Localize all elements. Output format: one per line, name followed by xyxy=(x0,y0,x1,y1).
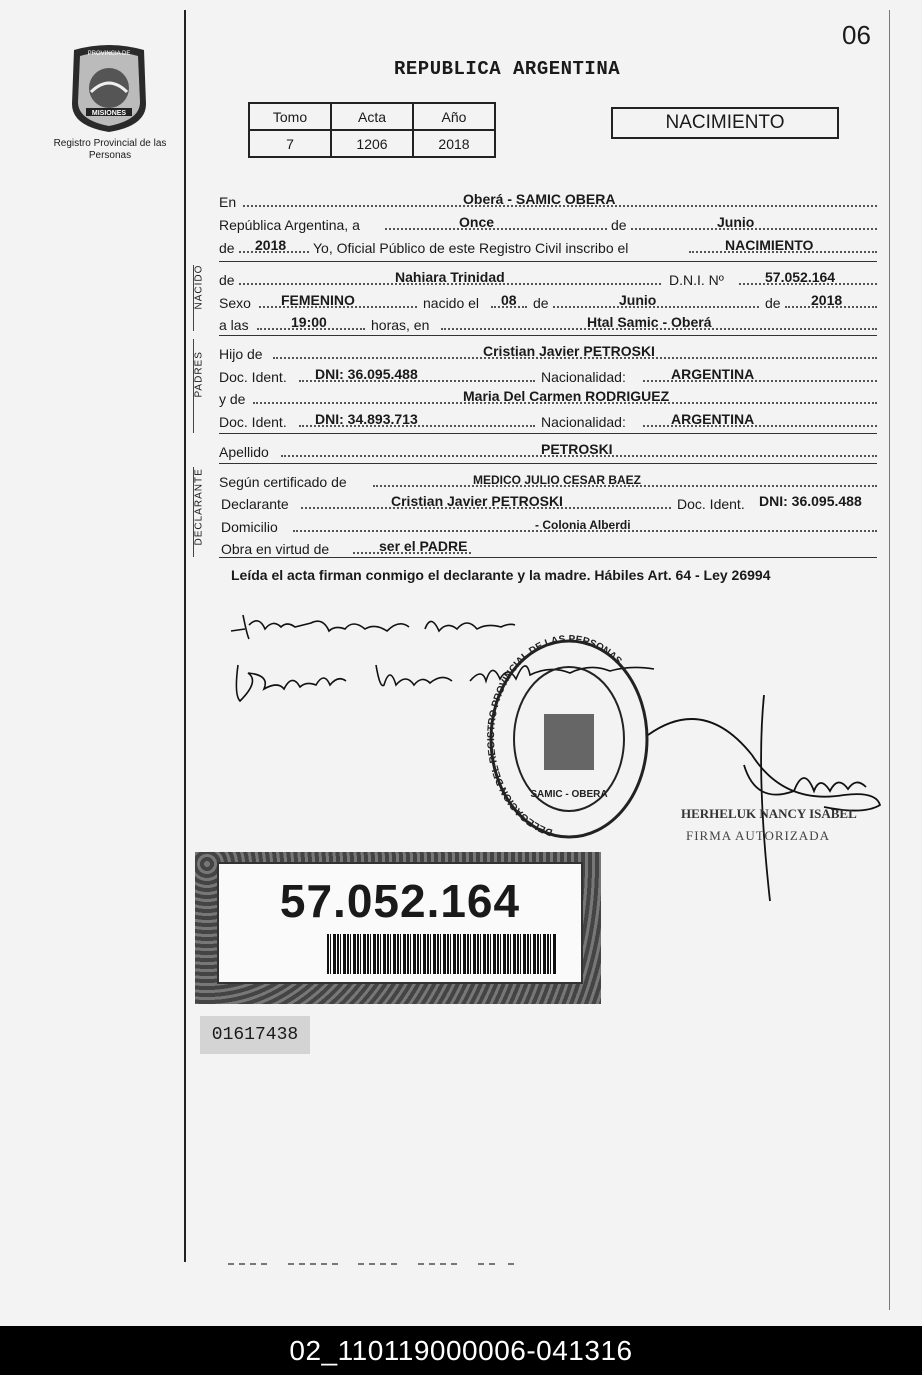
label-sexo: Sexo xyxy=(219,295,251,311)
barcode-icon xyxy=(327,934,557,974)
declarante-signature xyxy=(225,605,525,645)
value-declarante: Cristian Javier PETROSKI xyxy=(391,493,563,509)
seal-bottom-text: MISIONES xyxy=(91,110,127,117)
value-dia-nac: 08 xyxy=(501,292,517,308)
registry-name: Registro Provincial de las Personas xyxy=(53,138,167,161)
section-divider xyxy=(219,433,877,434)
label-obra: Obra en virtud de xyxy=(221,541,330,557)
value-domicilio: - Colonia Alberdi xyxy=(535,518,631,532)
value-dni: 57.052.164 xyxy=(765,269,836,285)
row-certificado xyxy=(219,468,877,490)
officer-signature xyxy=(644,695,884,905)
page-title: REPUBLICA ARGENTINA xyxy=(394,58,621,80)
row-declarante xyxy=(219,490,877,512)
officer-name: HERHELUK NANCY ISABEL xyxy=(681,806,857,821)
label-nacionalidad: Nacionalidad: xyxy=(541,414,626,430)
label-doc-ident: Doc. Ident. xyxy=(219,414,287,430)
value-dia-letra: Once xyxy=(459,214,495,230)
label-y-de: y de xyxy=(219,391,246,407)
anio-value: 2018 xyxy=(413,130,495,157)
label-horas-en: horas, en xyxy=(371,317,430,333)
officer-role: FIRMA AUTORIZADA xyxy=(686,828,830,843)
row-obra xyxy=(219,535,877,557)
stamp-inner-text: SAMIC - OBERA xyxy=(530,789,608,800)
left-margin-line xyxy=(184,10,186,1262)
label-de: de xyxy=(765,295,781,311)
label-doc-ident: Doc. Ident. xyxy=(219,369,287,385)
label-doc-ident: Doc. Ident. xyxy=(677,496,745,512)
anio-header: Año xyxy=(413,103,495,130)
section-divider xyxy=(219,557,877,558)
closing-statement: Leída el acta firman conmigo el declarante y la madre. Hábiles Art. 64 - Ley 26994 xyxy=(231,567,771,583)
value-certificado: MEDICO JULIO CESAR BAEZ xyxy=(473,473,642,487)
label-de: de xyxy=(611,217,627,233)
document-type-box: NACIMIENTO xyxy=(611,107,839,139)
label-segun: Según certificado de xyxy=(219,474,347,490)
stamp-outer-text: DELEGACION DEL REGISTRO PROVINCIAL DE LAS PERSONAS xyxy=(486,633,624,838)
value-madre: Maria Del Carmen RODRIGUEZ xyxy=(463,388,670,404)
nacido-section-label: NACIDO xyxy=(193,264,205,310)
value-apellido: PETROSKI xyxy=(541,441,613,457)
section-divider xyxy=(219,335,877,336)
value-lugar: Oberá - SAMIC OBERA xyxy=(463,191,616,207)
declarante-section-label: DECLARANTE xyxy=(193,468,205,546)
dni-label-number: 57.052.164 xyxy=(279,875,521,927)
tomo-header: Tomo xyxy=(249,103,331,130)
right-margin-line xyxy=(889,10,890,1310)
serial-number: 01617438 xyxy=(200,1016,310,1054)
row-fecha xyxy=(219,211,877,233)
official-stamp-icon xyxy=(484,632,654,847)
misiones-seal-icon xyxy=(66,44,152,134)
value-obra: ser el PADRE xyxy=(379,538,468,554)
dni-label-panel xyxy=(217,862,583,984)
label-hijo-de: Hijo de xyxy=(219,346,263,362)
value-hora: 19:00 xyxy=(291,314,327,330)
row-madre-doc xyxy=(219,408,877,430)
label-de: de xyxy=(219,240,235,256)
padres-section-label: PADRES xyxy=(193,351,205,398)
record-table xyxy=(248,102,496,158)
value-mes: Junio xyxy=(717,214,755,230)
value-anio: 2018 xyxy=(255,237,287,253)
row-sexo xyxy=(219,289,877,311)
row-nombre xyxy=(219,266,877,288)
label-republica: República Argentina, a xyxy=(219,217,360,233)
value-padre: Cristian Javier PETROSKI xyxy=(483,343,655,359)
label-dni: D.N.I. Nº xyxy=(669,272,724,288)
label-de: de xyxy=(533,295,549,311)
section-divider xyxy=(219,261,877,262)
acta-value: 1206 xyxy=(331,130,413,157)
page-number: 06 xyxy=(842,20,871,50)
label-apellido: Apellido xyxy=(219,444,269,460)
row-madre xyxy=(219,385,877,407)
label-de: de xyxy=(219,272,235,288)
footer-code: 02_110119000006-041316 xyxy=(0,1326,922,1375)
value-lugar-nac: Htal Samic - Oberá xyxy=(587,314,712,330)
row-padre-doc xyxy=(219,363,877,385)
value-padre-nac: ARGENTINA xyxy=(671,366,755,382)
dni-label xyxy=(195,852,601,1004)
value-padre-dni: DNI: 36.095.488 xyxy=(315,366,418,382)
row-domicilio xyxy=(219,513,877,535)
label-nacionalidad: Nacionalidad: xyxy=(541,369,626,385)
row-lugar xyxy=(219,188,877,210)
label-a-las: a las xyxy=(219,317,249,333)
label-domicilio: Domicilio xyxy=(221,519,278,535)
label-nacido-el: nacido el xyxy=(423,295,480,311)
row-inscripcion xyxy=(219,234,877,256)
row-hora xyxy=(219,311,877,333)
section-divider xyxy=(219,463,877,464)
seal-top-text: PROVINCIA DE xyxy=(87,51,131,57)
value-mes-nac: Junio xyxy=(619,292,657,308)
value-nombre: Nahiara Trinidad xyxy=(395,269,505,285)
value-anio-nac: 2018 xyxy=(811,292,843,308)
label-yo: Yo, Oficial Público de este Registro Civil inscribo el xyxy=(313,240,629,256)
value-declarante-dni: DNI: 36.095.488 xyxy=(759,493,862,509)
acta-header: Acta xyxy=(331,103,413,130)
label-declarante: Declarante xyxy=(221,496,289,512)
dotted-line xyxy=(385,228,607,230)
value-sexo: FEMENINO xyxy=(281,292,355,308)
row-padre xyxy=(219,340,877,362)
value-madre-dni: DNI: 34.893.713 xyxy=(315,411,418,427)
label-en: En xyxy=(219,194,237,210)
tomo-value: 7 xyxy=(249,130,331,157)
faded-dashes xyxy=(228,1258,518,1268)
row-apellido xyxy=(219,438,877,460)
value-inscripcion: NACIMIENTO xyxy=(725,237,814,253)
value-madre-nac: ARGENTINA xyxy=(671,411,755,427)
